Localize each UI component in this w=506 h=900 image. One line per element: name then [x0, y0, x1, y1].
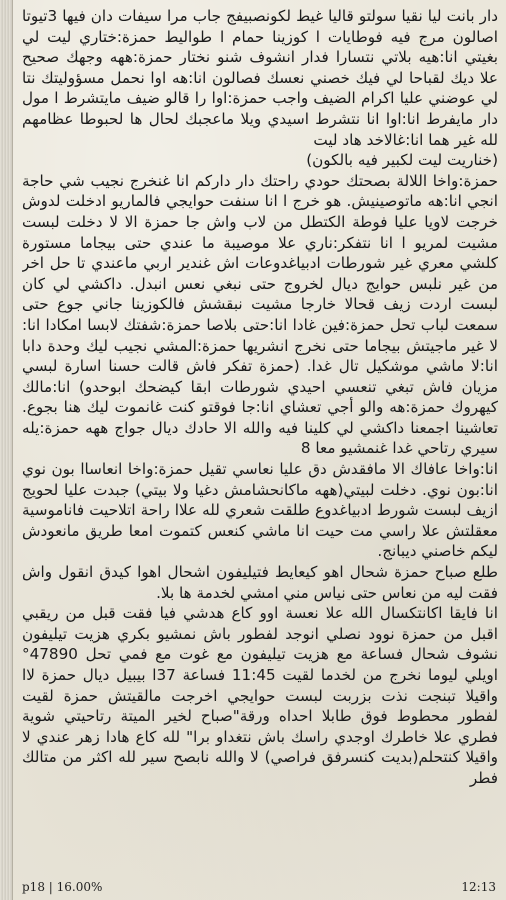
reading-text[interactable] [22, 6, 498, 866]
page-stack-edge [0, 0, 13, 900]
paragraph: (خناريت ليت لكبير فيه بالكون) [306, 151, 498, 170]
clock: 12:13 [461, 880, 496, 894]
page-progress: p18 | 16.00% [22, 880, 103, 894]
reader-footer [22, 876, 496, 894]
paragraph: انا:واخا عافاك الا مافقدش دق عليا نعاسي تقيل حمزة:واخا انعاساا بون نوي انا:بون نوي. دخلت لبيتي(ههه ماكانحشامش دغيا ولا بيتي) جبدت عليا لحويج ازيف لبست شورط ادبياغدوع طلقت شعري لله علاا راحة اتلاحيت فاناموسية معقلتش علا راسي مت حيت انا ماشي كنعس كتموت امعا طريق مانعودش ليكم خاصني ديبانج. [22, 460, 498, 561]
paragraph: انا فايقا اكانتكسال الله علا نعسة اوو كاع هدشي فيا فقت قبل من ريقبي اقبل من حمزة نوود نصلي انوجد لفطور باش نمشيو بكري هزيت تيليفون نشوف شحال فساعة مع هزيت تيليفون مع غوت مع فمي تحل 47890° اويلي ليوما نخرج من لخدما لقيت 11:45 فساعة 37ا بيبيل ديال حمزة لاا واقيلا تبنجت نذت بزربت لبست حوايجي اخرجت مالقيتش حمزة لقيت لفطور محطوط فوق طابلا احداه ورقة"صباح لخير الميتة رتاحيتي شوية فطري علا خاطرك اوجدي راسك باش نتغداو برا" لله كاع هادا زهر عندي لا واقيلا كنتحلم(بديت كنسرفق فراصي) لا والله نابصح سير لله اكثر من متالك فطر [22, 604, 498, 787]
paragraph: حمزة:واخا اللالة بصحتك حودي راحتك دار داركم انا غنخرج نجيب شي حاجة انجي انا:هه ماتوصينيش. هو خرج ا انا سنفت حوايجي فالماريو ادخلت لدوش خرجت لاويا عليا فوطة الكتطل من لاب واش جا حمزة الا لا دخلت لبست مشيت لمريو ا انا نتفكر:ناري علا موصيبة ما عندي حتى بيجاما مستورة كلشي معري غير شورطات ادبياغدوعات اش غندير اربي ماعندي تا حل اخر من غير نلبس حوايج ديال لخروج حتى نبغي نعس انبدل. داكشي لي كان لبست اردت زيف قحالا خارجا مشيت نبقشش فالكوزينا جاني جوع حتى سمعت لباب تحل حمزة:فين غادا انا:حتى بلاصا حمزة:شفتك لابسا امكادا انا: لا غير ماجيتش بيجاما حتى نخرج انشريها حمزة:المشي نجيب ليك وحدة دابا انا:لا ماشي موشكيل تال غدا. (حمزة تفكر فاش قالت حسنا اسارة لبسي مزيان فاش تبغي تنعسي احيدي شورطات ابقا كيضحك ابوحدو) انا:مالك كيهروك حمزة:هه والو أجي تعشاي انا:جا فوقتو كنت غانموت ليك هنا بجوع. تعاشينا اجمعنا داكشي لي كلينا فيه والله الا حادك ديال جواج ههه حمزة:يله سيري رتاحي غدا غنمشيو معا 8 [22, 171, 498, 458]
paragraph: طلع صباح حمزة شحال اهو كيعايط فتيليفون اشحال اهوا كيدق انقول واش فقت ليه من نعاس حتى نياس مني امشي لخدمة ها بلا. [22, 563, 498, 602]
paragraph: دار بانت ليا نقيا سولتو قاليا غيط لكونصبيفج جاب مرا سيفات دان فيها 3تيوتا اصالون مرج فيه فوطايات ا كوزينا حمام ا طواليط حمزة:ختاري ليت لي بغيتي انا:هيه بلاتي نتسارا فدار انشوف شنو نختار حمزة:ههه وجهك صحيح علا ديك لقباحا لي فيك خصني نعسك فصالون انا:هه اوا نحمل مسؤوليتك نتا لي عوضني عليا اكرام الضيف واجب حمزة:اوا را قالو ضيف مايتشرط ا مول دار مايفرط انا:اوا انا نتشرط اسيدي ويلا ماعجبك لحال ها لحبوطا عظامهم لله غير هما انا:غالاخد هاد ليت [22, 7, 498, 149]
